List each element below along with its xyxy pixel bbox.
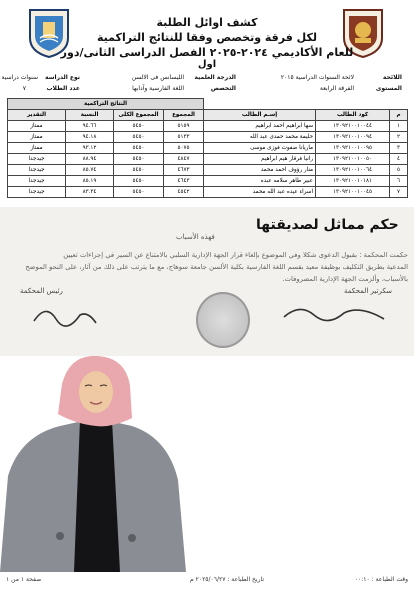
ruling-line: حكمت المحكمة : بقبول الدعوى شكلا وفي الموضوع بإلغاء قرار الجهة الإدارية السلبي بالامتناع عن السير في إجراءات تعيين <box>63 251 408 259</box>
table-row <box>8 121 408 132</box>
specialization-value: اللغة الفارسية وآدابها <box>132 85 184 92</box>
level-value: الفرقة الرابعة <box>319 85 354 92</box>
row-code: ١٣٠٩٢١٠٠١٠٠٦٤ <box>316 165 390 176</box>
row-name: اسراء عيده عبد الله محمد <box>204 187 316 198</box>
row-grand-total: ٥٤٥٠ <box>114 165 164 176</box>
row-name: سها ابراهيم احمد ابراهيم <box>204 121 316 132</box>
row-percent: ٩٣.١٢ <box>66 143 114 154</box>
row-total: ٥١٥٩ <box>164 121 204 132</box>
results-table <box>7 98 408 198</box>
faculty-label: اللائحة <box>382 74 402 81</box>
degree-label: الدرجة العلمية <box>194 74 236 81</box>
row-grand-total: ٥٤٥٠ <box>114 187 164 198</box>
faculty-value: لائحة السنوات الدراسية ٢٠١٥ <box>280 74 354 81</box>
document-footer <box>0 572 414 590</box>
row-percent: ٩٤.١٨ <box>66 132 114 143</box>
row-grade: جيدجدا <box>8 187 66 198</box>
print-time: وقت الطباعة : ٠٠:١٠ <box>354 576 408 583</box>
row-grade: ممتاز <box>8 143 66 154</box>
row-grade: جيدجدا <box>8 176 66 187</box>
col-grade: التقدير <box>8 110 66 121</box>
students-count-value: ٧ <box>22 85 26 92</box>
ruling-line: بالأسباب، وألزمت الجهة الإدارية المصروفات. <box>282 275 408 283</box>
document-header <box>0 0 414 72</box>
row-code: ١٣٠٩٢١٠٠١٠٠٩٤ <box>316 132 390 143</box>
court-ruling-photo <box>0 207 414 357</box>
degree-value: الليسانس فى الالسن <box>131 74 184 81</box>
print-date: تاريخ الطباعة : ٢٠٢٥/٠٦/٢٧ م <box>190 576 264 583</box>
row-name: ماريانا صفوت فوزى موسى <box>204 143 316 154</box>
academic-year-line: للعام الأكاديمي ٢٠٢٤-٢٠٢٥ الفصل الدراسى الثانى/دور <box>60 46 354 59</box>
row-num: ١ <box>390 121 408 132</box>
row-percent: ٨٥.١٩ <box>66 176 114 187</box>
results-table-wrap <box>7 98 407 198</box>
court-seal-icon <box>196 292 250 348</box>
row-grand-total: ٥٤٥٠ <box>114 154 164 165</box>
specialization-label: التخصص <box>210 85 236 92</box>
secretary-label: سكرتير المحكمة <box>344 287 393 295</box>
row-grade: جيدجدا <box>8 165 66 176</box>
row-percent: ٨٥.٧٤ <box>66 165 114 176</box>
table-header-row <box>8 110 408 121</box>
col-grand-total: المجموع الكلى <box>114 110 164 121</box>
col-name: إسـم الطالب <box>204 110 316 121</box>
study-type-label: نوع الدراسة <box>44 74 80 81</box>
row-name: رانيا فرقار هيم ابراهيم <box>204 154 316 165</box>
row-name: حليمة محمد حمدى عبد الله <box>204 132 316 143</box>
row-total: ٥١٣٣ <box>164 132 204 143</box>
row-code: ١٣٠٩٢١٠٠١٠٠٥٠ <box>316 154 390 165</box>
row-code: ١٣٠٩٢١٠٠١٠٠٩٥ <box>316 143 390 154</box>
study-type-value: سنوات دراسية <box>1 74 38 81</box>
row-code: ١٣٠٩٢١٠٠١٠٠٤٥ <box>316 187 390 198</box>
level-label: المستوى <box>375 85 402 92</box>
row-grade: جيدجدا <box>8 154 66 165</box>
table-row <box>8 165 408 176</box>
table-row <box>8 132 408 143</box>
table-row <box>8 154 408 165</box>
row-total: ٥٠٧٥ <box>164 143 204 154</box>
signature-icon <box>280 299 390 329</box>
page-number: صفحة ١ من ١ <box>6 576 42 583</box>
row-grand-total: ٥٤٥٠ <box>114 143 164 154</box>
row-grand-total: ٥٤٥٠ <box>114 121 164 132</box>
row-num: ٣ <box>390 143 408 154</box>
row-num: ٢ <box>390 132 408 143</box>
table-row <box>8 187 408 198</box>
row-code: ١٣٠٩٢١٠٠١٠١٨١ <box>316 176 390 187</box>
signature-icon <box>30 301 100 333</box>
table-row <box>8 143 408 154</box>
cumulative-results-header: النتائج التراكمية <box>8 99 204 110</box>
row-grand-total: ٥٤٥٠ <box>114 132 164 143</box>
col-num: م <box>390 110 408 121</box>
table-row <box>8 176 408 187</box>
col-percent: النسبة <box>66 110 114 121</box>
row-name: منار رؤوف احمد محمد <box>204 165 316 176</box>
row-total: ٤٨٤٧ <box>164 154 204 165</box>
row-code: ١٣٠٩٢١٠٠١٠٠٤٤ <box>316 121 390 132</box>
row-total: ٤٦٧٣ <box>164 165 204 176</box>
row-percent: ٩٤.٦٦ <box>66 121 114 132</box>
row-percent: ٨٨.٩٤ <box>66 154 114 165</box>
row-total: ٤٥٤٢ <box>164 187 204 198</box>
row-num: ٥ <box>390 165 408 176</box>
row-grand-total: ٥٤٥٠ <box>114 176 164 187</box>
document-title: كشف اوائل الطلبة <box>156 16 258 29</box>
col-code: كود الطالب <box>316 110 390 121</box>
row-num: ٧ <box>390 187 408 198</box>
reasons-heading: فهذه الأسباب <box>176 233 215 241</box>
student-portrait-photo <box>0 356 414 572</box>
row-percent: ٨٣.٣٤ <box>66 187 114 198</box>
court-president-label: رئيس المحكمة <box>20 287 63 295</box>
round-line: اول <box>197 59 217 70</box>
col-total: المجموع <box>164 110 204 121</box>
row-num: ٤ <box>390 154 408 165</box>
row-name: عبير طاهر سلامه عبده <box>204 176 316 187</box>
row-num: ٦ <box>390 176 408 187</box>
overlay-caption: حكم مماثل لصديقتها <box>256 217 399 233</box>
students-count-label: عدد الطلاب <box>46 85 80 92</box>
document-info <box>1 74 406 96</box>
ruling-line: المدعية بطريق التكليف بوظيفة معيد بقسم اللغة الفارسية بكلية الألسن جامعة سوهاج، مع ما يترتب على ذلك من آثار، على النحو الموضح <box>25 263 408 271</box>
row-grade: ممتاز <box>8 121 66 132</box>
document-subtitle: لكل فرقة وتخصص وفقا للنتائج التراكمية <box>97 31 317 44</box>
row-grade: ممتاز <box>8 132 66 143</box>
row-total: ٤٦٤٣ <box>164 176 204 187</box>
